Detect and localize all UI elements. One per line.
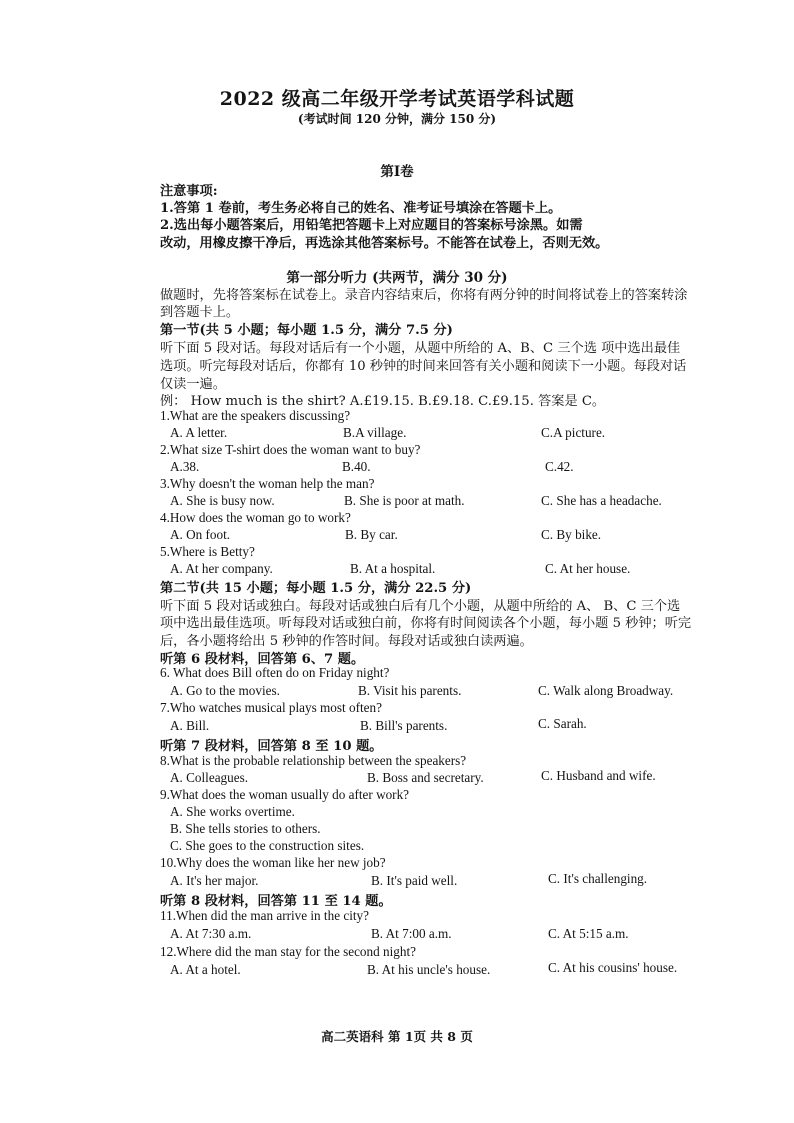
- question-12-option-b: B. At his uncle's house.: [367, 962, 491, 977]
- part1-intro-2: 到答题卡上。: [160, 305, 240, 320]
- section2-intro-1: 听下面 5 段对话或独白。每段对话或独白后有几个小题，从题中所给的 A、 B、C 三个选: [160, 599, 681, 614]
- notes-item-2a: 2.选出每小题答案后，用铅笔把答题卡上对应题目的答案标号涂黑。如需: [160, 218, 583, 233]
- question-5-option-a: A. At her company.: [170, 561, 273, 576]
- question-8-option-b: B. Boss and secretary.: [367, 770, 484, 785]
- question-7-stem: 7.Who watches musical plays most often?: [160, 700, 382, 715]
- part1-intro-1: 做题时，先将答案标在试卷上。录音内容结束后，你将有两分钟的时间将试卷上的答案转涂: [160, 288, 688, 303]
- question-3-option-b: B. She is poor at math.: [344, 493, 465, 508]
- question-3-option-a: A. She is busy now.: [170, 493, 275, 508]
- question-10-option-b: B. It's paid well.: [371, 873, 458, 888]
- question-2-option-b: B.40.: [342, 459, 371, 474]
- question-7-option-c: C. Sarah.: [538, 716, 587, 731]
- notes-item-2b: 改动，用橡皮擦干净后，再选涂其他答案标号。不能答在试卷上，否则无效。: [160, 236, 609, 251]
- volume-heading: 第I卷: [380, 164, 414, 180]
- question-8-option-a: A. Colleagues.: [170, 770, 249, 785]
- question-2-option-c: C.42.: [545, 459, 574, 474]
- question-2-stem: 2.What size T-shirt does the woman want to buy?: [160, 442, 421, 457]
- notes-item-1: 1.答第 1 卷前，考生务必将自己的姓名、准考证号填涂在答题卡上。: [160, 201, 562, 216]
- question-4-stem: 4.How does the woman go to work?: [160, 510, 351, 525]
- question-5-option-c: C. At her house.: [545, 561, 631, 576]
- question-8-stem: 8.What is the probable relationship between the speakers?: [160, 753, 467, 768]
- material-8-heading: 听第 8 段材料，回答第 11 至 14 题。: [160, 894, 392, 909]
- question-9-stem: 9.What does the woman usually do after work?: [160, 787, 410, 802]
- question-10-option-a: A. It's her major.: [170, 873, 259, 888]
- section1-intro-1: 听下面 5 段对话。每段对话后有一个小题，从题中所给的 A、B、C 三个选 项中选出最佳: [160, 341, 681, 356]
- question-9-option-c: C. She goes to the construction sites.: [170, 838, 365, 853]
- question-10-stem: 10.Why does the woman like her new job?: [160, 855, 386, 870]
- question-4-option-c: C. By bike.: [541, 527, 602, 542]
- question-3-stem: 3.Why doesn't the woman help the man?: [160, 476, 375, 491]
- question-6-option-b: B. Visit his parents.: [358, 683, 462, 698]
- question-11-option-c: C. At 5:15 a.m.: [548, 926, 629, 941]
- material-6-heading: 听第 6 段材料，回答第 6、7 题。: [160, 652, 365, 667]
- question-1-stem: 1.What are the speakers discussing?: [160, 408, 351, 423]
- page-footer: 高二英语科 第 1页 共 8 页: [321, 1029, 473, 1044]
- question-5-stem: 5.Where is Betty?: [160, 544, 255, 559]
- question-4-option-a: A. On foot.: [170, 527, 231, 542]
- question-1-option-a: A. A letter.: [170, 425, 228, 440]
- question-1-option-c: C.A picture.: [541, 425, 606, 440]
- section1-example: 例： How much is the shirt? A.£19.15. B.£9.18. C.£9.15. 答案是 C。: [160, 394, 606, 409]
- section1-heading: 第一节(共 5 小题；每小题 1.5 分，满分 7.5 分): [160, 323, 453, 338]
- question-9-option-b: B. She tells stories to others.: [170, 821, 321, 836]
- question-11-option-a: A. At 7:30 a.m.: [170, 926, 252, 941]
- material-7-heading: 听第 7 段材料，回答第 8 至 10 题。: [160, 739, 383, 754]
- question-11-option-b: B. At 7:00 a.m.: [371, 926, 452, 941]
- question-3-option-c: C. She has a headache.: [541, 493, 662, 508]
- question-10-option-c: C. It's challenging.: [548, 871, 648, 886]
- section2-intro-2: 项中选出最佳选项。听每段对话或独白前，你将有时间阅读各个小题，每小题 5 秒钟；听完: [160, 616, 692, 631]
- section2-heading: 第二节(共 15 小题；每小题 1.5 分，满分 22.5 分): [160, 581, 472, 596]
- question-7-option-a: A. Bill.: [170, 718, 210, 733]
- question-9-option-a: A. She works overtime.: [170, 804, 295, 819]
- question-8-option-c: C. Husband and wife.: [541, 768, 656, 783]
- question-6-option-a: A. Go to the movies.: [170, 683, 280, 698]
- question-12-stem: 12.Where did the man stay for the second night?: [160, 944, 416, 959]
- section1-intro-3: 仅读一遍。: [160, 377, 226, 392]
- exam-subtitle: (考试时间 120 分钟，满分 150 分): [297, 112, 497, 126]
- question-7-option-b: B. Bill's parents.: [360, 718, 448, 733]
- question-1-option-b: B.A village.: [343, 425, 407, 440]
- question-4-option-b: B. By car.: [345, 527, 398, 542]
- question-6-option-c: C. Walk along Broadway.: [538, 683, 674, 698]
- exam-title: 2022 级高二年级开学考试英语学科试题: [219, 88, 575, 110]
- question-12-option-a: A. At a hotel.: [170, 962, 241, 977]
- question-5-option-b: B. At a hospital.: [350, 561, 436, 576]
- question-2-option-a: A.38.: [170, 459, 200, 474]
- notes-heading: 注意事项:: [160, 184, 218, 199]
- part1-heading: 第一部分听力 (共两节，满分 30 分): [286, 270, 508, 286]
- section1-intro-2: 选项。听完每段对话后，你都有 10 秒钟的时间来回答有关小题和阅读下一小题。每段对话: [160, 359, 687, 374]
- section2-intro-3: 后，各小题将给出 5 秒钟的作答时间。每段对话或独白读两遍。: [160, 634, 533, 649]
- question-12-option-c: C. At his cousins' house.: [548, 960, 678, 975]
- question-11-stem: 11.When did the man arrive in the city?: [160, 908, 369, 923]
- question-6-stem: 6. What does Bill often do on Friday night?: [160, 665, 390, 680]
